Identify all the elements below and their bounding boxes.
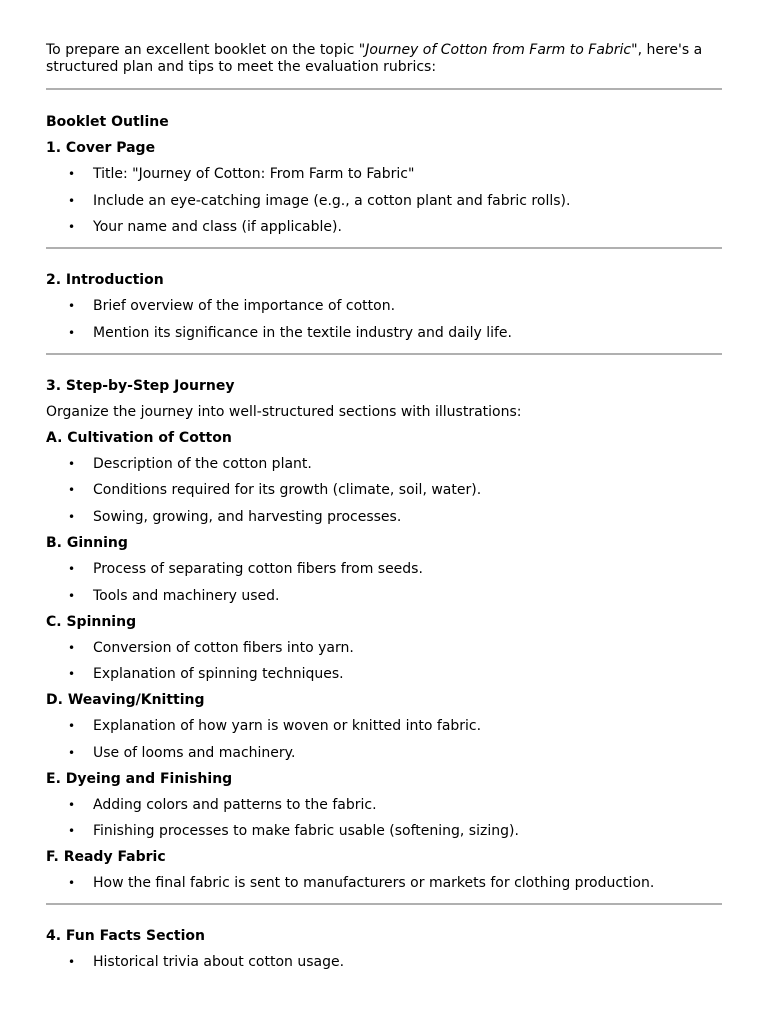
list-item-text: Your name and class (if applicable). <box>93 219 342 236</box>
intro-text-after: ", here's a structured plan and tips to meet the evaluation rubrics: <box>46 42 703 75</box>
bullet-icon: • <box>68 797 76 812</box>
bullet-icon: • <box>68 955 76 970</box>
list-item <box>46 166 722 183</box>
list-item-text: Mention its significance in the textile industry and daily life. <box>93 324 512 341</box>
bullet-icon: • <box>68 667 76 682</box>
list-item-text: Conversion of cotton fibers into yarn. <box>93 639 354 656</box>
bullet-icon: • <box>68 561 76 576</box>
bullet-icon: • <box>68 745 76 760</box>
dyeing-list <box>46 797 722 841</box>
bullet-icon: • <box>68 483 76 498</box>
subsection-heading-weaving-knitting: D. Weaving/Knitting <box>46 692 205 709</box>
subsection-heading-cultivation: A. Cultivation of Cotton <box>46 429 232 446</box>
journey-description: Organize the journey into well-structured sections with illustrations: <box>46 403 522 420</box>
list-item-text: Tools and machinery used. <box>93 587 280 604</box>
cover-page-list <box>46 166 722 236</box>
list-item <box>46 797 722 814</box>
weaving-list <box>46 718 722 762</box>
bullet-icon: • <box>68 325 76 340</box>
list-item-text: Description of the cotton plant. <box>93 455 312 472</box>
bullet-icon: • <box>68 167 76 181</box>
bullet-icon: • <box>68 456 76 471</box>
list-item-text: Use of looms and machinery. <box>93 744 296 761</box>
divider <box>46 88 722 90</box>
list-item <box>46 456 722 473</box>
list-item <box>46 875 722 892</box>
ginning-list <box>46 561 722 605</box>
list-item <box>46 718 722 735</box>
subsection-heading-spinning: C. Spinning <box>46 613 137 630</box>
intro-paragraph <box>46 42 722 76</box>
introduction-list <box>46 298 722 342</box>
fun-facts-list <box>46 954 722 971</box>
spinning-list <box>46 640 722 684</box>
list-item-text: Conditions required for its growth (climate, soil, water). <box>93 482 482 499</box>
list-item <box>46 298 722 315</box>
divider <box>46 353 722 355</box>
ready-fabric-list <box>46 875 722 892</box>
list-item-text: Adding colors and patterns to the fabric. <box>93 796 377 813</box>
outline-title: Booklet Outline <box>46 114 169 130</box>
subsection-heading-dyeing-finishing: E. Dyeing and Finishing <box>46 770 233 787</box>
bullet-icon: • <box>68 220 76 235</box>
subsection-heading-ready-fabric: F. Ready Fabric <box>46 849 166 866</box>
section-heading-fun-facts: 4. Fun Facts Section <box>46 928 205 945</box>
bullet-icon: • <box>68 193 76 208</box>
bullet-icon: • <box>68 588 76 603</box>
list-item-text: Process of separating cotton fibers from seeds. <box>93 560 423 577</box>
list-item-text: Historical trivia about cotton usage. <box>93 954 345 971</box>
list-item <box>46 640 722 657</box>
list-item-text: Brief overview of the importance of cotton. <box>93 298 396 315</box>
list-item <box>46 954 722 971</box>
list-item-text: Sowing, growing, and harvesting processes. <box>93 508 402 525</box>
section-heading-introduction: 2. Introduction <box>46 272 164 289</box>
subsection-heading-ginning: B. Ginning <box>46 534 128 551</box>
bullet-icon: • <box>68 876 76 891</box>
list-item <box>46 509 722 526</box>
list-item <box>46 666 722 683</box>
list-item <box>46 745 722 762</box>
list-item-text: Explanation of spinning techniques. <box>93 666 344 683</box>
divider <box>46 247 722 249</box>
section-heading-cover-page: 1. Cover Page <box>46 140 156 156</box>
divider <box>46 903 722 905</box>
list-item-text: How the final fabric is sent to manufacturers or markets for clothing production. <box>93 875 655 892</box>
list-item-text: Explanation of how yarn is woven or knitted into fabric. <box>93 718 482 735</box>
list-item-text: Finishing processes to make fabric usable (softening, sizing). <box>93 823 519 840</box>
list-item <box>46 561 722 578</box>
intro-text-before: To prepare an excellent booklet on the topic " <box>46 42 366 58</box>
bullet-icon: • <box>68 640 76 655</box>
bullet-icon: • <box>68 824 76 839</box>
bullet-icon: • <box>68 299 76 314</box>
document <box>46 42 722 980</box>
list-item-text: Include an eye-catching image (e.g., a cotton plant and fabric rolls). <box>93 192 571 209</box>
list-item <box>46 193 722 210</box>
list-item-text: Title: "Journey of Cotton: From Farm to Fabric" <box>93 166 415 182</box>
section-heading-step-by-step-journey: 3. Step-by-Step Journey <box>46 377 235 394</box>
list-item <box>46 588 722 605</box>
list-item <box>46 823 722 840</box>
list-item <box>46 325 722 342</box>
intro-topic: Journey of Cotton from Farm to Fabric <box>365 42 632 58</box>
bullet-icon: • <box>68 509 76 524</box>
list-item <box>46 219 722 236</box>
bullet-icon: • <box>68 719 76 734</box>
cultivation-list <box>46 456 722 526</box>
list-item <box>46 482 722 499</box>
